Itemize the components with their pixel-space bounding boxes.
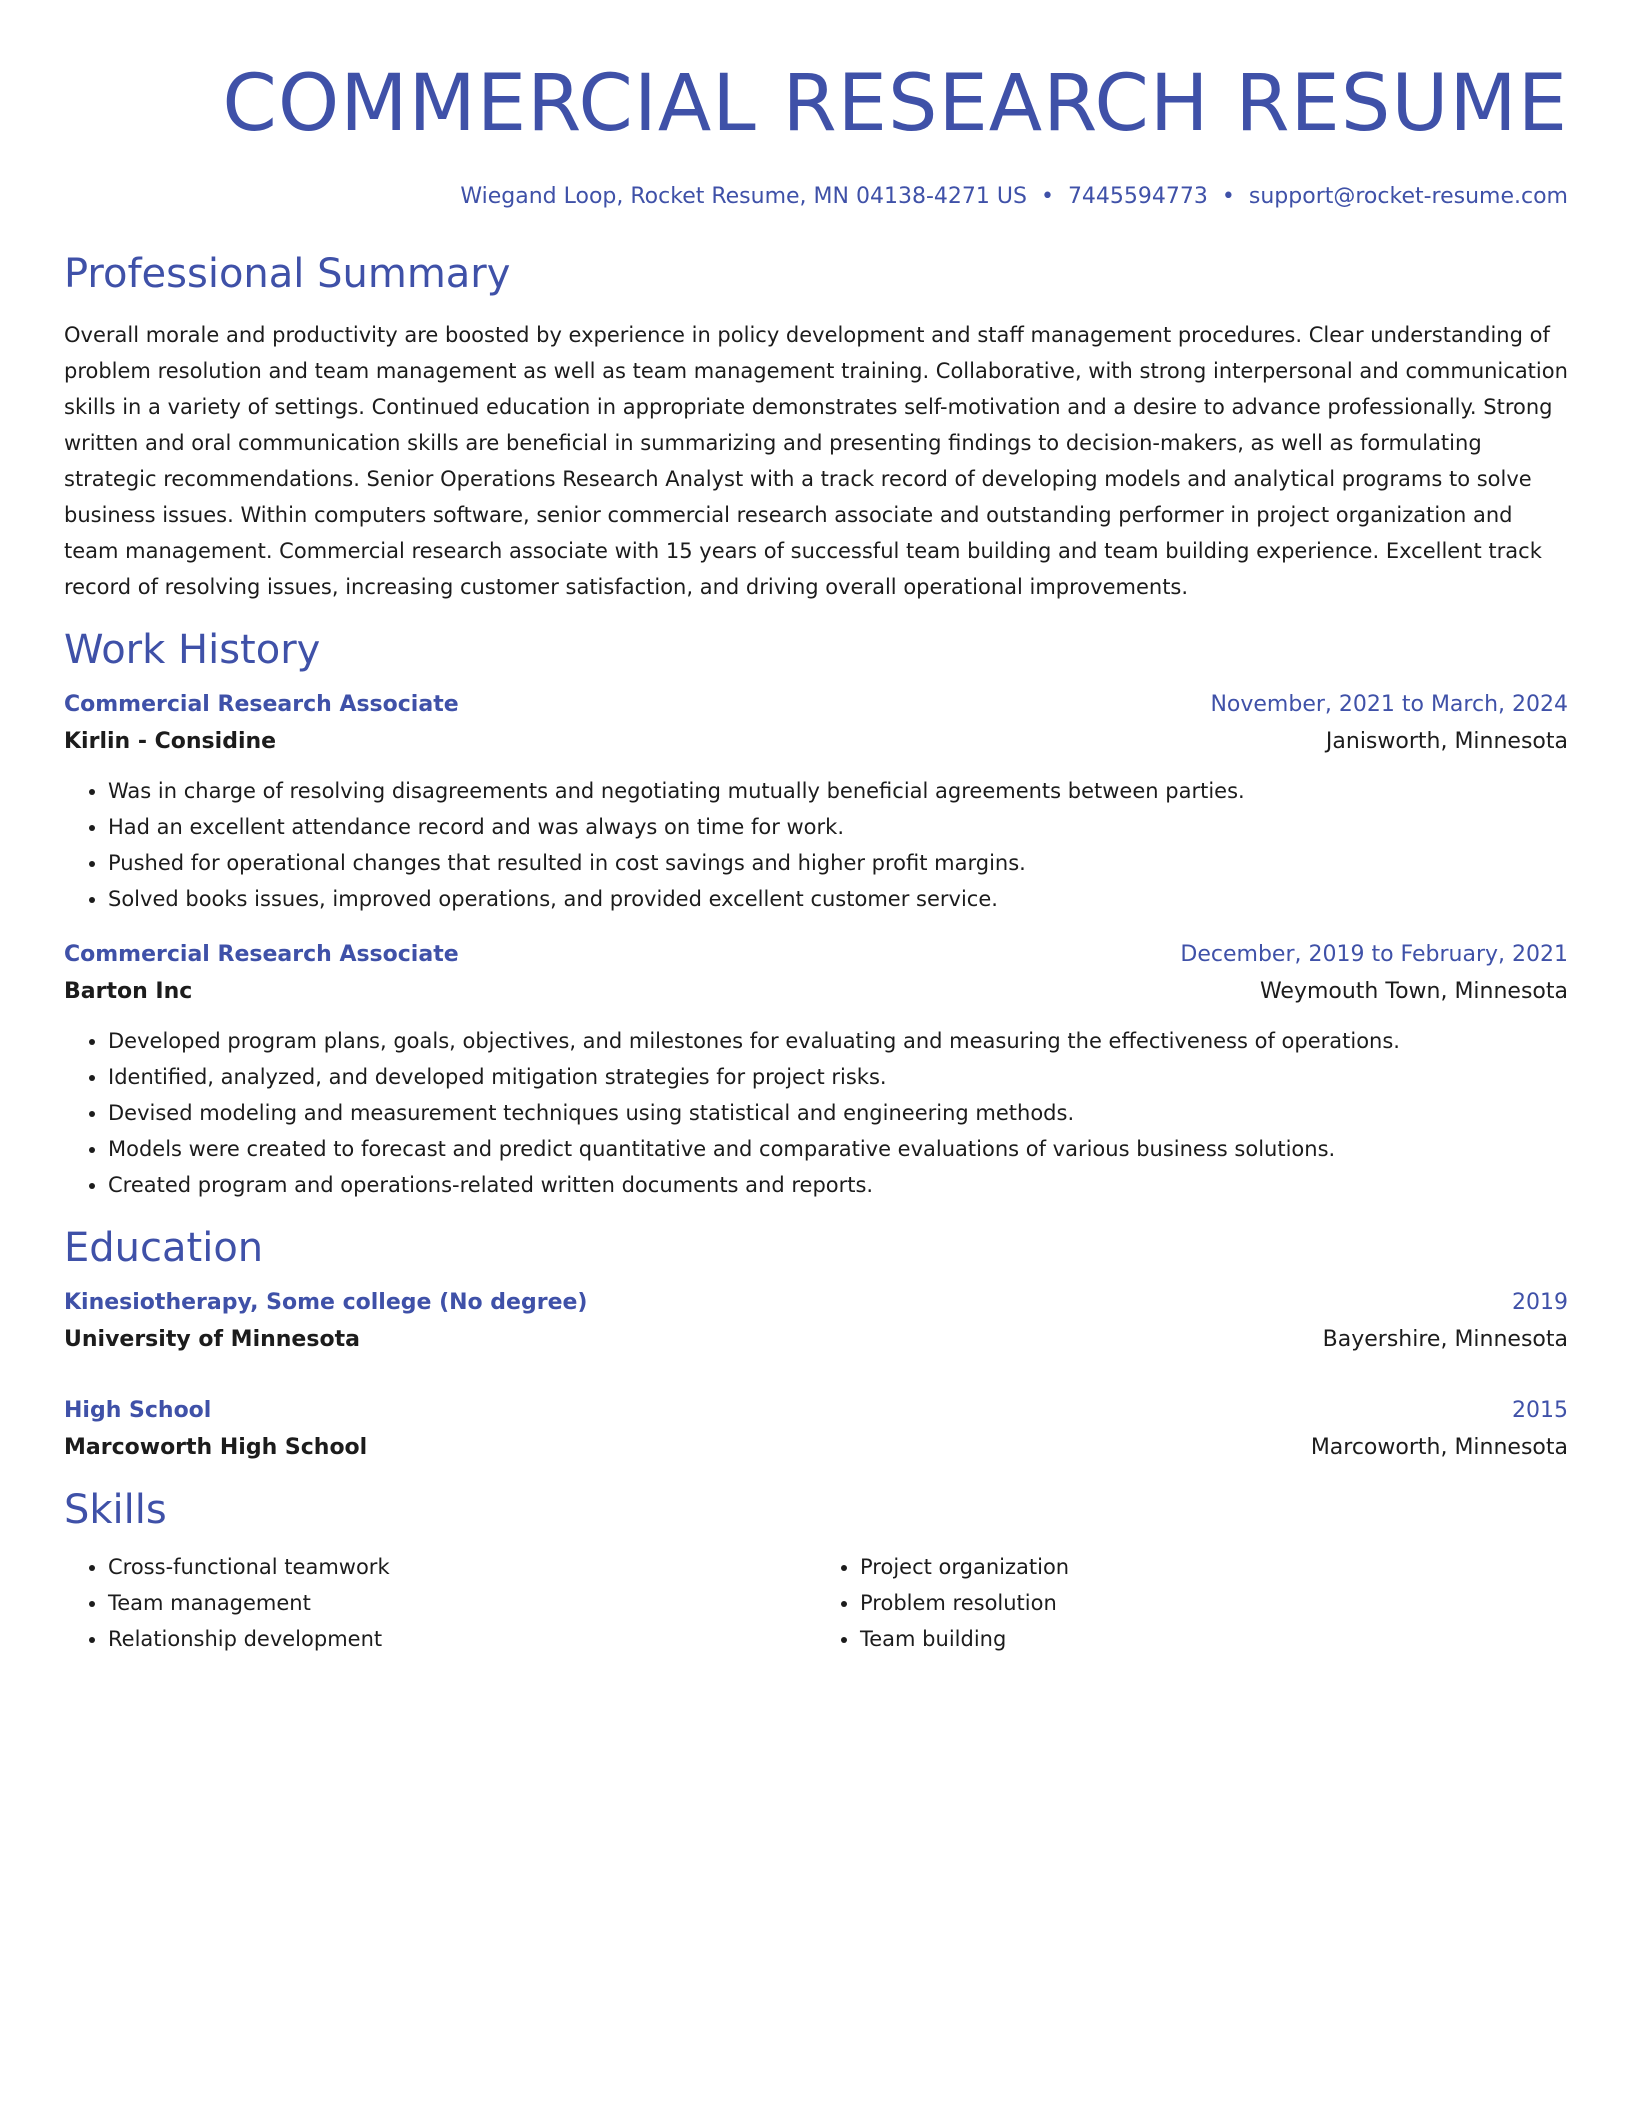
job-bullet: • Models were created to forecast and predict quantitative and comparative evaluations of various business solutions.	[108, 1131, 1568, 1167]
skills-heading: Skills	[64, 1487, 167, 1533]
education-year: 2019	[1512, 1290, 1568, 1315]
summary-heading: Professional Summary	[64, 251, 511, 297]
contact-address: Wiegand Loop, Rocket Resume, MN 04138-4271 US	[460, 184, 1027, 209]
resume-page	[64, 56, 1568, 1657]
job-title: Commercial Research Associate	[64, 692, 459, 717]
skill-item: • Problem resolution	[860, 1585, 1568, 1621]
education-entry	[64, 1393, 1568, 1467]
education-year: 2015	[1512, 1398, 1568, 1423]
education-heading: Education	[64, 1225, 264, 1271]
job-bullets	[64, 1023, 1568, 1203]
skill-item: • Relationship development	[108, 1621, 816, 1657]
job-bullet: • Created program and operations-related written documents and reports.	[108, 1167, 1568, 1203]
skills-column-right	[816, 1549, 1568, 1657]
education-school: University of Minnesota	[64, 1327, 360, 1352]
job-dates: November, 2021 to March, 2024	[1210, 692, 1568, 717]
contact-separator: •	[1221, 184, 1235, 209]
contact-email[interactable]: support@rocket-resume.com	[1248, 184, 1568, 209]
contact-phone: 7445594773	[1067, 184, 1208, 209]
job-bullet: • Developed program plans, goals, objectives, and milestones for evaluating and measuring the effectiveness of operations.	[108, 1023, 1568, 1059]
contact-line	[64, 184, 1568, 209]
resume-title: COMMERCIAL RESEARCH RESUME	[222, 59, 1568, 149]
skill-item: • Team management	[108, 1585, 816, 1621]
job-bullet: • Had an excellent attendance record and was always on time for work.	[108, 809, 1568, 845]
job-location: Weymouth Town, Minnesota	[1259, 979, 1568, 1004]
job-entry	[64, 937, 1568, 1203]
job-bullet: • Identified, analyzed, and developed mitigation strategies for project risks.	[108, 1059, 1568, 1095]
education-degree: High School	[64, 1398, 212, 1423]
job-bullet: • Solved books issues, improved operations, and provided excellent customer service.	[108, 881, 1568, 917]
job-location: Janisworth, Minnesota	[1325, 729, 1568, 754]
job-bullet: • Devised modeling and measurement techniques using statistical and engineering methods.	[108, 1095, 1568, 1131]
work-history-heading: Work History	[64, 627, 321, 673]
contact-separator: •	[1040, 184, 1054, 209]
skill-item: • Project organization	[860, 1549, 1568, 1585]
job-entry	[64, 687, 1568, 917]
skill-item: • Cross-functional teamwork	[108, 1549, 816, 1585]
skill-item: • Team building	[860, 1621, 1568, 1657]
education-degree: Kinesiotherapy, Some college (No degree)	[64, 1290, 588, 1315]
job-company: Barton Inc	[64, 979, 193, 1004]
skills-column-left	[64, 1549, 816, 1657]
job-dates: December, 2019 to February, 2021	[1180, 942, 1568, 967]
education-entry	[64, 1285, 1568, 1359]
education-school: Marcoworth High School	[64, 1435, 368, 1460]
job-bullet: • Pushed for operational changes that resulted in cost savings and higher profit margins.	[108, 845, 1568, 881]
job-title: Commercial Research Associate	[64, 942, 459, 967]
education-location: Marcoworth, Minnesota	[1310, 1435, 1568, 1460]
job-bullets	[64, 773, 1568, 917]
job-bullet: • Was in charge of resolving disagreements and negotiating mutually beneficial agreements between parties.	[108, 773, 1568, 809]
education-location: Bayershire, Minnesota	[1322, 1327, 1568, 1352]
summary-text: Overall morale and productivity are boosted by experience in policy development and staff management procedures. Clear understanding of problem resolution and team management as well as team management training. Collaborative, with strong interpersonal and communication skills in a variety of settings. Continued education in appropriate demonstrates self-motivation and a desire to advance professionally. Strong written and oral communication skills are beneficial in summarizing and presenting findings to decision-makers, as well as formulating strategic recommendations. Senior Operations Research Analyst with a track record of developing models and analytical programs to solve business issues. Within computers software, senior commercial research associate and outstanding performer in project organization and team management. Commercial research associate with 15 years of successful team building and team building experience. Excellent track record of resolving issues, increasing customer satisfaction, and driving overall operational improvements.	[64, 323, 1568, 599]
job-company: Kirlin - Considine	[64, 729, 277, 754]
skills-grid	[64, 1549, 1568, 1657]
